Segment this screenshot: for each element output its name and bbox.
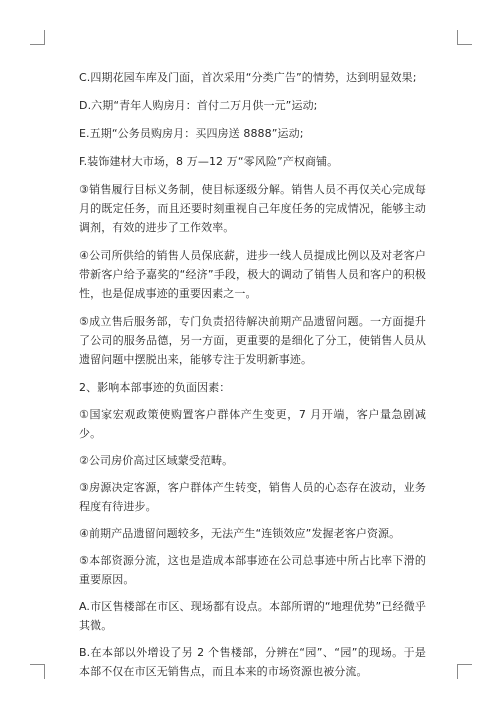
paragraph: A.市区售楼部在市区、现场都有设点。本部所谓的“地理优势”已经微乎其微。 xyxy=(79,600,426,632)
section-heading: 2、影响本部事迹的负面因素： xyxy=(79,381,231,394)
crop-mark-bottom-left xyxy=(30,664,45,679)
paragraph: E.五期“公务员购房月：买四房送 8888”运动; xyxy=(79,127,304,140)
paragraph: ③房源决定客源，客户群体产生转变，销售人员的心态存在波动，业务程度有待进步。 xyxy=(79,481,426,513)
paragraph: F.装饰建材大市场，8 万—12 万“零风险”产权商铺。 xyxy=(79,155,339,168)
paragraph: ①国家宏观政策使购置客户群体产生变更，7 月开端，客户量急剧减少。 xyxy=(79,408,426,440)
paragraph: ④公司所供给的销售人员保底薪，进步一线人员提成比例以及对老客户带新客户给予嘉奖的“经济”手段，极大的调动了销售人员和客户的积极性，也是促成事迹的重要因素之一。 xyxy=(79,249,426,300)
paragraph: ⑤成立售后服务部，专门负责招待解决前期产品遗留问题。一方面提升了公司的服务品德，另一方面，更重要的是细化了分工，使销售人员从遗留问题中摆脱出来，能够专注于发明新事迹。 xyxy=(79,315,426,366)
paragraph: B.在本部以外增设了另 2 个售楼部，分辨在“园”、“园”的现场。于是本部不仅在市区无销售点，而且本来的市场资源也被分流。 xyxy=(79,646,426,678)
crop-mark-top-right xyxy=(457,30,472,45)
paragraph: ②公司房价高过区域蒙受范畴。 xyxy=(79,454,234,467)
paragraph: C.四期花园车库及门面，首次采用“分类广告”的情势，达到明显效果; xyxy=(79,71,417,84)
paragraph: D.六期“青年人购房月：首付二万月供一元”运动; xyxy=(79,99,318,112)
paragraph: ④前期产品遗留问题较多，无法产生“连锁效应”发握老客户资源。 xyxy=(79,527,401,540)
document-body xyxy=(79,68,426,689)
paragraph: ③销售履行目标义务制，使目标逐级分解。销售人员不再仅关心完成每月的既定任务，而且还要时刻重视自己年度任务的完成情况，能够主动调剂，有效的进步了工作效率。 xyxy=(79,183,426,234)
crop-mark-bottom-right xyxy=(457,664,472,679)
crop-mark-top-left xyxy=(30,30,45,45)
paragraph: ⑤本部资源分流，这也是造成本部事迹在公司总事迹中所占比率下滑的重要原因。 xyxy=(79,554,426,586)
